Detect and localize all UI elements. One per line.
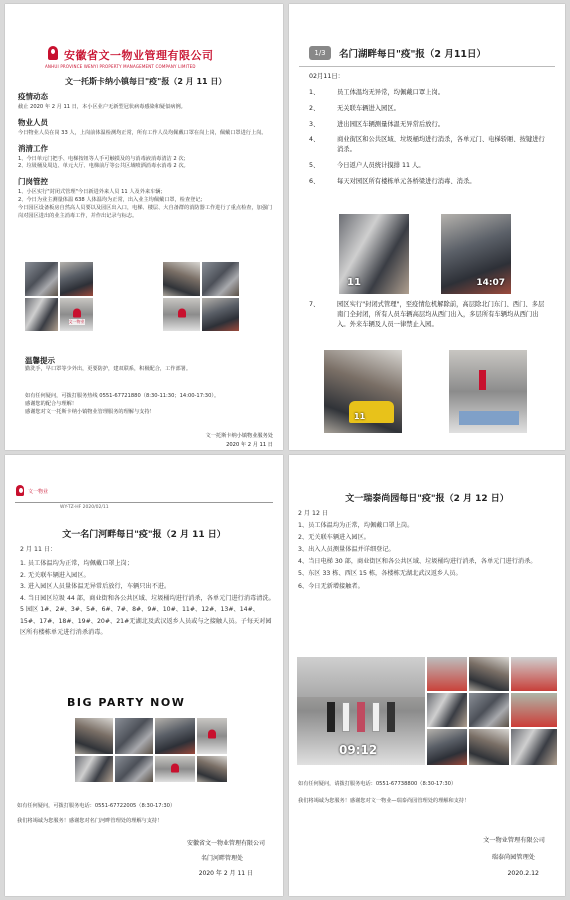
warm-tips-heading: 温馨提示: [25, 356, 55, 365]
company-logo: [45, 46, 214, 64]
contact-text: 如有任何疑问，请拨打服务电话：0551-67738800（8:30-17:30）: [298, 781, 457, 787]
photo-carpet-gate: [511, 657, 557, 691]
photo-collage: [53, 690, 248, 783]
bulletin-card-ruitai[interactable]: [289, 455, 565, 896]
divider: [15, 502, 273, 503]
photo-lobby: [469, 729, 509, 765]
photo-inspection: [202, 298, 239, 331]
thanks-text: 我们将竭诚为您服务！感谢您对文一物业—瑞泰尚园管理处的理解和支持！: [298, 798, 470, 804]
sign-company: 文一物业管理有限公司: [483, 837, 545, 844]
sign-date: 2020 年 2 月 11 日: [198, 870, 253, 877]
photo-elevator-disinfect: 11: [339, 214, 409, 294]
doc-number: WY-TZ-HF 2020/02/11: [60, 505, 109, 510]
bulletin-title: 文一名门河畔每日"疫"报（2 月 11 日）: [62, 530, 226, 540]
list-item: 今日返户人员统计摸排 11 人。: [337, 161, 425, 169]
bulletin-card-tuscany[interactable]: [5, 4, 283, 450]
bulletin-body: [20, 544, 275, 639]
photo-disinfection: [25, 262, 58, 296]
list-item: 无关联车辆进入园区。: [337, 104, 400, 112]
bulletin-body: [298, 508, 558, 593]
item-7: 7、 园区实行"封闭式管理"，至疫情危机解除前，高层除北门东门、西门、多层南门全封闭，所有人员车辆高层均从西门出入，多层所有车辆均从西门出入。外来车辆及人员一律禁止入园。: [309, 300, 549, 329]
photo-red-carpet: [427, 657, 467, 691]
photo-checkpoint: [427, 729, 467, 765]
contact-text: 如有任何疑问，可拨打服务热线 0551-67721880（8:30-11:30；14:00-17:30）。 感谢您的配合与理解！ 感谢您对文一托斯卡纳小镇物业管理服务的理解与支持！: [25, 393, 220, 415]
photo-worker: [469, 693, 509, 727]
section-heading: 疫情动态: [18, 92, 48, 101]
company-name-cn: 安徽省文一物业管理有限公司: [64, 49, 214, 62]
photo-checkpoint-desk: [449, 350, 527, 433]
photo-entrance: [115, 756, 153, 782]
list-item: 5 园区 1#、2#、3#、5#、6#、7#、8#、9#、10#、11#、12#、13#、14#、15#、17#、18#、19#、20#、21#无湖北及武汉返乡人员或与之接触人员。子每天对园区所有楼栋单元进行消杀消毒。: [20, 606, 272, 637]
list-item: 进出园区车辆测量体温无异常后放行。: [337, 120, 445, 128]
wenyi-logo-icon: [15, 485, 25, 497]
list-item: 每天对园区所有楼栋单元各桥梁进行消毒、消杀。: [337, 177, 476, 185]
warm-tips-text: 勤洗手，早口罩等少外出，更要防护，建双联系，积极配合，工作部署。: [25, 366, 192, 372]
bulletin-body: [18, 86, 273, 220]
sign-office: 名门河畔管理处: [200, 855, 243, 862]
section-text: 截止 2020 年 2 月 11 日，本小区业户无新型冠状病毒感染和疑似病例。: [18, 104, 186, 110]
list-item: 6、今日无新增接触者。: [298, 582, 364, 590]
photo-gate: [60, 262, 93, 296]
list-item: 3、出入人员测量体温并详细登记。: [298, 546, 395, 554]
section-text: 今日物业人员在岗 33 人，上岗前体温检测均正常，所有工作人员均佩戴口罩在岗上岗，佩戴口罩进行上岗。: [18, 129, 267, 136]
list-item: 3. 进入园区人员量体温无异常后放行，车辆只出不进。: [20, 583, 171, 591]
photo-logo-card: [197, 718, 227, 754]
photo-disinfect: [511, 729, 557, 765]
photo-elevator: [427, 693, 467, 727]
photo-worker: [197, 756, 227, 782]
sign-date: 2020.2.12: [507, 870, 539, 877]
photo-logo-card: [155, 756, 195, 782]
section-text: 1、小区实行"封闭式管理"今日新进外来人员 11 人及外来车辆； 2、今日为业主测量体温 638 人体温均为正常，出入业主均佩戴口罩，检查登记； 今日园区设备板房自然高人员要以及园区出入口，电梯、楼层、大自备群的消防器工作进行了重点检查，加强门岗对园区进出的业主消毒工作，并作出记录与标志。: [18, 189, 273, 219]
bulletin-date: 2 月 12 日: [298, 510, 329, 517]
list-item: 4、当日电梯 30 部，商业街区和各公共区域、垃圾桶均进行消杀，各单元门进行消杀。: [298, 558, 537, 566]
list-item: 员工体温均无异常，均佩戴口罩上岗。: [337, 89, 445, 96]
bulletin-card-mingmen-lake[interactable]: [289, 4, 565, 450]
item-list: 1、 员工体温均无异常，均佩戴口罩上岗。 2、 无关联车辆进入园区。 3、 进出园区车辆测量体温无异常后放行。 4、 商业街区和公共区域、垃圾桶均进行消杀，各单元门、电梯轿厢、按键进行消杀。 5、 今日返户人员统计摸排 11 人。 6、 每天对园区所有楼栋单元各桥梁进行消毒、消杀。: [309, 88, 549, 186]
list-item: 2、无关联车辆进入园区。: [298, 534, 370, 542]
list-item: 园区实行"封闭式管理"，至疫情危机解除前，高层除北门东门、西门、多层南门全封闭，所有人员车辆高层均从西门出入，多层所有车辆均从西门出入。外来车辆及人员一律禁止入园。: [337, 301, 545, 328]
thanks-text: 我们将竭诚为您服务！感谢您对名门河畔管理处的理解与支持！: [17, 818, 163, 824]
banner-text: BIG PARTY NOW: [67, 696, 186, 709]
photo-door: [75, 756, 113, 782]
list-item: 2. 无关联车辆进入园区。: [20, 571, 90, 579]
sign-date: 2020 年 2 月 11 日: [226, 442, 273, 448]
photo-staff: [155, 718, 195, 754]
bulletin-card-mingmen-river[interactable]: [5, 455, 283, 896]
section-heading: 物业人员: [18, 117, 48, 127]
list-item: 商业街区和公共区域、垃圾桶均进行消杀，各单元门、电梯轿厢、按键进行消杀。: [337, 136, 545, 153]
photo-logo-card: 文一物业: [60, 298, 93, 331]
photo-staff: [163, 262, 200, 296]
photo-gate-check: 11: [324, 350, 402, 433]
photo-logo-card: [163, 298, 200, 331]
photo-hall: [115, 718, 153, 754]
section-heading: 消清工作: [18, 143, 48, 153]
section-text: 1、今日单元门把手、电梯按钮等人手可触摸及的与消毒液消毒清洁 2 次； 2、垃圾桶及周边、单元大厅、电梯前厅等公共区域喷洒消毒水消毒 2 次。: [18, 155, 189, 170]
page-indicator[interactable]: 1/3: [309, 46, 331, 60]
bulletin-title: 名门湖畔每日"疫"报（2 月11日）: [339, 49, 487, 60]
small-logo: 文一物业: [15, 485, 48, 497]
list-item: 5、东区 33 栋、西区 15 栋，各楼栋无湖北武汉返乡人员。: [298, 570, 462, 578]
list-item: 4. 当日园区垃圾 44 部，商业街和各公共区域、垃圾桶均进行消杀，各单元门进行消毒清洗。: [20, 594, 275, 602]
photo-timestamp: 09:12: [339, 743, 378, 757]
sign-office: 瑞泰尚园管理处: [491, 854, 535, 861]
sign-company: 安徽省文一物业管理有限公司: [186, 840, 265, 847]
bulletin-title: 文一瑞泰尚园每日"疫"报（2 月 12 日）: [345, 494, 509, 504]
bulletin-title: 文一托斯卡纳小镇每日"疫"报（2 月 11 日）: [65, 77, 227, 86]
photo-path: [511, 693, 557, 727]
photo-desk: [75, 718, 113, 754]
list-item: 1. 员工体温均为正常，均佩戴口罩上岗；: [20, 560, 134, 568]
contact-text: 如有任何疑问，可拨打服务电话：0551-67722005（8:30-17:30）: [17, 803, 176, 809]
bulletin-date: 02月11日：: [309, 73, 344, 80]
photo-group: [297, 657, 425, 765]
company-name-en: ANHUI PROVINCE WENYI PROPERTY MANAGEMENT COMPANY LIMITED: [45, 64, 196, 69]
sign-office: 文一托斯卡纳小镇物业服务处: [205, 433, 273, 439]
list-item: 1、员工体温均为正常，均佩戴口罩上岗。: [298, 522, 414, 530]
photo-checkpoint: [202, 262, 239, 296]
divider: [299, 66, 555, 67]
bulletin-date: 2 月 11 日：: [20, 546, 57, 553]
photo-elevator: [25, 298, 58, 331]
photo-entrance: [469, 657, 509, 691]
wenyi-logo-icon: [45, 46, 61, 64]
section-heading: 门岗管控: [18, 177, 48, 187]
photo-lobby-disinfect: 14:07: [441, 214, 511, 294]
